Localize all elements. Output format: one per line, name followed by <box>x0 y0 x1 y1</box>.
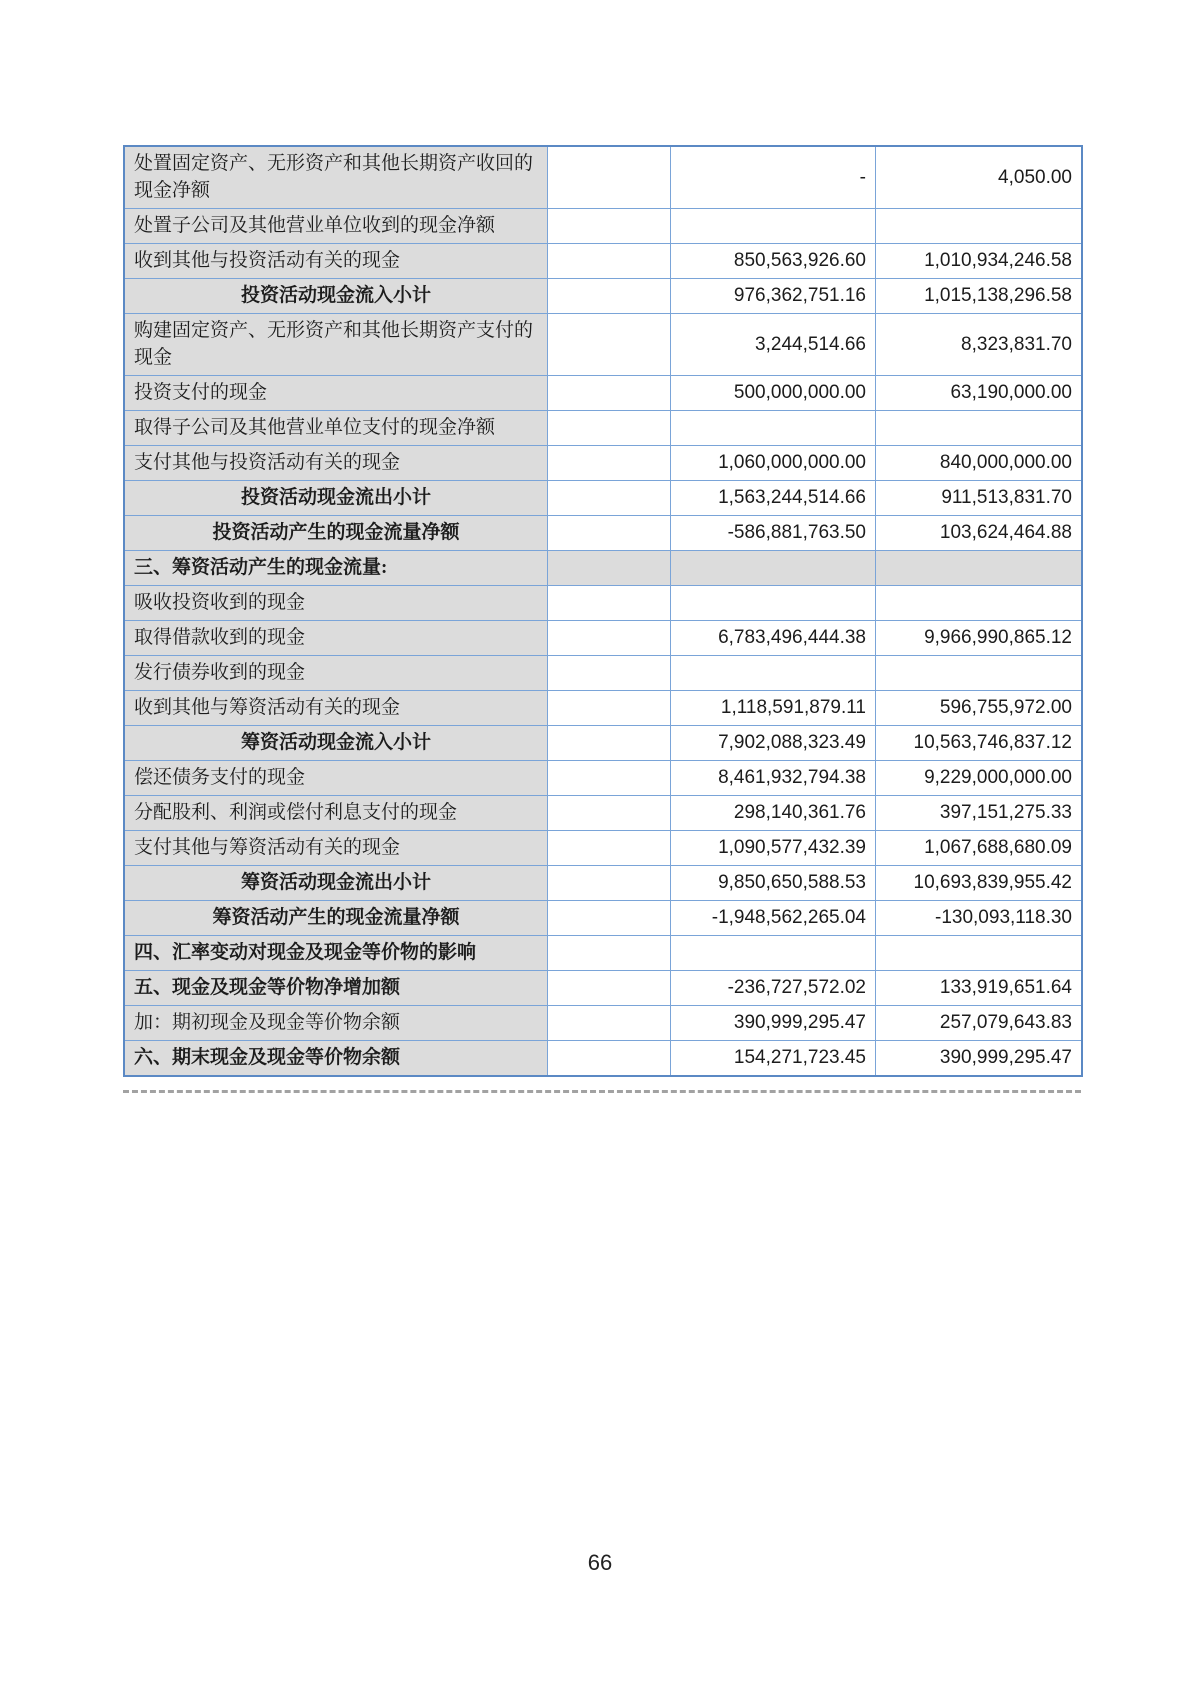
note-cell <box>548 147 671 208</box>
table-row <box>125 831 1081 866</box>
current-period-value-cell: - <box>671 147 876 208</box>
current-period-value-cell: 9,850,650,588.53 <box>671 866 876 900</box>
current-period-value-cell: 6,783,496,444.38 <box>671 621 876 655</box>
note-cell <box>548 936 671 970</box>
prior-period-value-cell: 9,229,000,000.00 <box>876 761 1081 795</box>
table-row <box>125 244 1081 279</box>
item-label-cell: 处置子公司及其他营业单位收到的现金净额 <box>125 209 548 243</box>
note-cell <box>548 209 671 243</box>
item-label-cell: 分配股利、利润或偿付利息支付的现金 <box>125 796 548 830</box>
item-label-cell: 筹资活动现金流入小计 <box>125 726 548 760</box>
item-label-cell: 筹资活动产生的现金流量净额 <box>125 901 548 935</box>
prior-period-value-cell: 10,563,746,837.12 <box>876 726 1081 760</box>
prior-period-value-cell: 8,323,831.70 <box>876 314 1081 375</box>
prior-period-value-cell: 9,966,990,865.12 <box>876 621 1081 655</box>
item-label-cell: 支付其他与投资活动有关的现金 <box>125 446 548 480</box>
table-row <box>125 411 1081 446</box>
table-row <box>125 691 1081 726</box>
item-label-cell: 投资活动现金流入小计 <box>125 279 548 313</box>
current-period-value-cell: 850,563,926.60 <box>671 244 876 278</box>
item-label-cell: 四、汇率变动对现金及现金等价物的影响 <box>125 936 548 970</box>
note-cell <box>548 726 671 760</box>
item-label-cell: 收到其他与投资活动有关的现金 <box>125 244 548 278</box>
table-row <box>125 1041 1081 1075</box>
current-period-value-cell: 976,362,751.16 <box>671 279 876 313</box>
item-label-cell: 处置固定资产、无形资产和其他长期资产收回的现金净额 <box>125 147 548 208</box>
current-period-value-cell <box>671 411 876 445</box>
item-label-cell: 取得借款收到的现金 <box>125 621 548 655</box>
note-cell <box>548 761 671 795</box>
note-cell <box>548 376 671 410</box>
prior-period-value-cell: 596,755,972.00 <box>876 691 1081 725</box>
table-row <box>125 621 1081 656</box>
prior-period-value-cell: 10,693,839,955.42 <box>876 866 1081 900</box>
page-break-artifact <box>123 1090 1081 1093</box>
table-row <box>125 901 1081 936</box>
table-row <box>125 586 1081 621</box>
note-cell <box>548 481 671 515</box>
table-row <box>125 866 1081 901</box>
prior-period-value-cell <box>876 586 1081 620</box>
table-row <box>125 726 1081 761</box>
prior-period-value-cell: -130,093,118.30 <box>876 901 1081 935</box>
table-row <box>125 551 1081 586</box>
table-row <box>125 446 1081 481</box>
note-cell <box>548 691 671 725</box>
note-cell <box>548 411 671 445</box>
note-cell <box>548 971 671 1005</box>
prior-period-value-cell <box>876 656 1081 690</box>
prior-period-value-cell: 133,919,651.64 <box>876 971 1081 1005</box>
current-period-value-cell: 3,244,514.66 <box>671 314 876 375</box>
prior-period-value-cell <box>876 936 1081 970</box>
note-cell <box>548 314 671 375</box>
item-label-cell: 偿还债务支付的现金 <box>125 761 548 795</box>
prior-period-value-cell: 1,015,138,296.58 <box>876 279 1081 313</box>
current-period-value-cell: 1,060,000,000.00 <box>671 446 876 480</box>
current-period-value-cell: 1,090,577,432.39 <box>671 831 876 865</box>
note-cell <box>548 621 671 655</box>
item-label-cell: 加：期初现金及现金等价物余额 <box>125 1006 548 1040</box>
item-label-cell: 投资活动现金流出小计 <box>125 481 548 515</box>
table-row <box>125 314 1081 376</box>
current-period-value-cell: 8,461,932,794.38 <box>671 761 876 795</box>
note-cell <box>548 831 671 865</box>
note-cell <box>548 551 671 585</box>
note-cell <box>548 866 671 900</box>
item-label-cell: 发行债券收到的现金 <box>125 656 548 690</box>
table-row <box>125 936 1081 971</box>
current-period-value-cell: 1,563,244,514.66 <box>671 481 876 515</box>
note-cell <box>548 279 671 313</box>
item-label-cell: 购建固定资产、无形资产和其他长期资产支付的现金 <box>125 314 548 375</box>
note-cell <box>548 796 671 830</box>
prior-period-value-cell <box>876 551 1081 585</box>
cash-flow-table-body <box>125 147 1081 1075</box>
note-cell <box>548 516 671 550</box>
table-row <box>125 279 1081 314</box>
prior-period-value-cell: 390,999,295.47 <box>876 1041 1081 1075</box>
current-period-value-cell <box>671 209 876 243</box>
prior-period-value-cell <box>876 411 1081 445</box>
current-period-value-cell: 154,271,723.45 <box>671 1041 876 1075</box>
current-period-value-cell: 390,999,295.47 <box>671 1006 876 1040</box>
current-period-value-cell: -236,727,572.02 <box>671 971 876 1005</box>
table-row <box>125 1006 1081 1041</box>
current-period-value-cell: 500,000,000.00 <box>671 376 876 410</box>
table-row <box>125 796 1081 831</box>
table-row <box>125 971 1081 1006</box>
item-label-cell: 投资活动产生的现金流量净额 <box>125 516 548 550</box>
item-label-cell: 收到其他与筹资活动有关的现金 <box>125 691 548 725</box>
prior-period-value-cell: 840,000,000.00 <box>876 446 1081 480</box>
note-cell <box>548 244 671 278</box>
item-label-cell: 三、筹资活动产生的现金流量: <box>125 551 548 585</box>
current-period-value-cell: 7,902,088,323.49 <box>671 726 876 760</box>
prior-period-value-cell: 63,190,000.00 <box>876 376 1081 410</box>
table-row <box>125 147 1081 209</box>
table-row <box>125 209 1081 244</box>
table-row <box>125 376 1081 411</box>
table-row <box>125 481 1081 516</box>
current-period-value-cell <box>671 551 876 585</box>
cash-flow-table <box>123 145 1083 1077</box>
current-period-value-cell: -586,881,763.50 <box>671 516 876 550</box>
item-label-cell: 支付其他与筹资活动有关的现金 <box>125 831 548 865</box>
prior-period-value-cell: 911,513,831.70 <box>876 481 1081 515</box>
note-cell <box>548 901 671 935</box>
note-cell <box>548 446 671 480</box>
current-period-value-cell <box>671 936 876 970</box>
table-row <box>125 761 1081 796</box>
item-label-cell: 五、现金及现金等价物净增加额 <box>125 971 548 1005</box>
item-label-cell: 投资支付的现金 <box>125 376 548 410</box>
prior-period-value-cell: 257,079,643.83 <box>876 1006 1081 1040</box>
prior-period-value-cell: 1,010,934,246.58 <box>876 244 1081 278</box>
current-period-value-cell <box>671 586 876 620</box>
item-label-cell: 筹资活动现金流出小计 <box>125 866 548 900</box>
prior-period-value-cell <box>876 209 1081 243</box>
table-row <box>125 516 1081 551</box>
item-label-cell: 吸收投资收到的现金 <box>125 586 548 620</box>
prior-period-value-cell: 1,067,688,680.09 <box>876 831 1081 865</box>
current-period-value-cell <box>671 656 876 690</box>
note-cell <box>548 1041 671 1075</box>
note-cell <box>548 656 671 690</box>
current-period-value-cell: 298,140,361.76 <box>671 796 876 830</box>
prior-period-value-cell: 103,624,464.88 <box>876 516 1081 550</box>
item-label-cell: 取得子公司及其他营业单位支付的现金净额 <box>125 411 548 445</box>
prior-period-value-cell: 4,050.00 <box>876 147 1081 208</box>
prior-period-value-cell: 397,151,275.33 <box>876 796 1081 830</box>
item-label-cell: 六、期末现金及现金等价物余额 <box>125 1041 548 1075</box>
current-period-value-cell: 1,118,591,879.11 <box>671 691 876 725</box>
note-cell <box>548 1006 671 1040</box>
page-number: 66 <box>587 1550 613 1575</box>
current-period-value-cell: -1,948,562,265.04 <box>671 901 876 935</box>
note-cell <box>548 586 671 620</box>
table-row <box>125 656 1081 691</box>
